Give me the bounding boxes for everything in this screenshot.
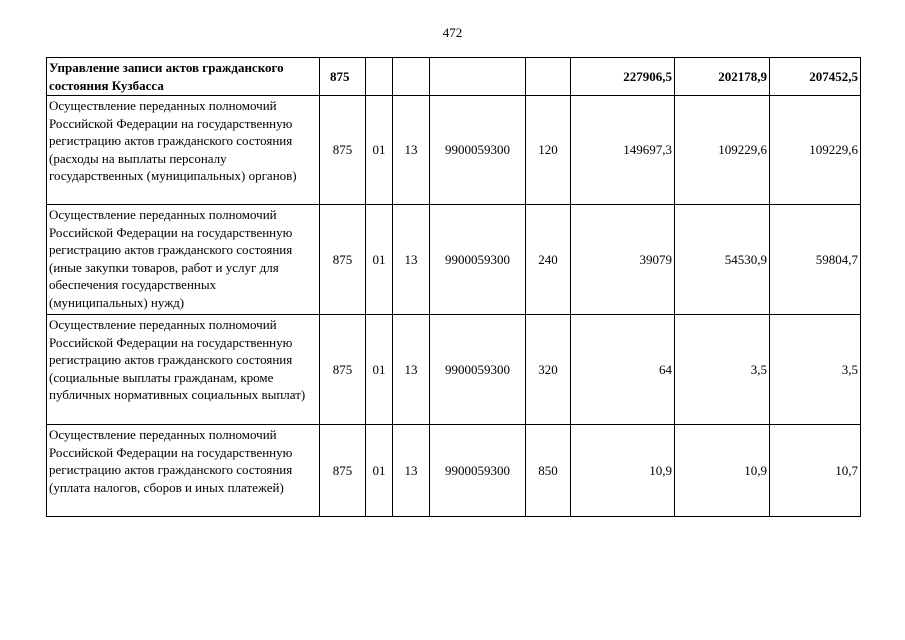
- department-amount-year3: 207452,5: [770, 58, 861, 96]
- row-name: Осуществление переданных полномочий Российской Федерации на государственную регистрацию актов гражданского состояния (иные закупки товаров, работ и услуг для обеспечения государственных (муниципальных) нужд): [47, 205, 320, 315]
- row-amount-year2: 109229,6: [675, 96, 770, 205]
- row-target: 9900059300: [430, 205, 526, 315]
- department-amount-year1: 227906,5: [571, 58, 675, 96]
- row-section: 01: [366, 315, 393, 425]
- department-code: 875: [320, 58, 366, 96]
- row-name: Осуществление переданных полномочий Российской Федерации на государственную регистрацию актов гражданского состояния (расходы на выплаты персоналу государственных (муниципальных) органов): [47, 96, 320, 205]
- row-amount-year2: 54530,9: [675, 205, 770, 315]
- department-section: [366, 58, 393, 96]
- row-target: 9900059300: [430, 425, 526, 517]
- row-target: 9900059300: [430, 315, 526, 425]
- table-row: [47, 96, 861, 205]
- row-code: 875: [320, 425, 366, 517]
- row-amount-year3: 3,5: [770, 315, 861, 425]
- row-type: 320: [526, 315, 571, 425]
- budget-table: [46, 57, 861, 517]
- row-section: 01: [366, 96, 393, 205]
- department-type: [526, 58, 571, 96]
- table-row-department: [47, 58, 861, 96]
- department-amount-year2: 202178,9: [675, 58, 770, 96]
- row-target: 9900059300: [430, 96, 526, 205]
- table-row: [47, 205, 861, 315]
- row-section: 01: [366, 425, 393, 517]
- row-section: 01: [366, 205, 393, 315]
- row-subsection: 13: [393, 425, 430, 517]
- row-amount-year1: 149697,3: [571, 96, 675, 205]
- row-amount-year3: 10,7: [770, 425, 861, 517]
- table-row: [47, 425, 861, 517]
- row-code: 875: [320, 315, 366, 425]
- row-amount-year2: 3,5: [675, 315, 770, 425]
- row-name: Осуществление переданных полномочий Российской Федерации на государственную регистрацию актов гражданского состояния (социальные выплаты гражданам, кроме публичных нормативных социальных выплат): [47, 315, 320, 425]
- row-amount-year3: 109229,6: [770, 96, 861, 205]
- department-target: [430, 58, 526, 96]
- department-name: Управление записи актов гражданского состояния Кузбасса: [47, 58, 320, 96]
- row-amount-year1: 10,9: [571, 425, 675, 517]
- department-subsection: [393, 58, 430, 96]
- table-row: [47, 315, 861, 425]
- row-name: Осуществление переданных полномочий Российской Федерации на государственную регистрацию актов гражданского состояния (уплата налогов, сборов и иных платежей): [47, 425, 320, 517]
- row-code: 875: [320, 96, 366, 205]
- row-subsection: 13: [393, 315, 430, 425]
- row-subsection: 13: [393, 205, 430, 315]
- row-type: 850: [526, 425, 571, 517]
- row-amount-year1: 39079: [571, 205, 675, 315]
- row-amount-year2: 10,9: [675, 425, 770, 517]
- row-amount-year1: 64: [571, 315, 675, 425]
- row-type: 240: [526, 205, 571, 315]
- row-type: 120: [526, 96, 571, 205]
- row-amount-year3: 59804,7: [770, 205, 861, 315]
- row-code: 875: [320, 205, 366, 315]
- page-number: 472: [442, 25, 463, 40]
- row-subsection: 13: [393, 96, 430, 205]
